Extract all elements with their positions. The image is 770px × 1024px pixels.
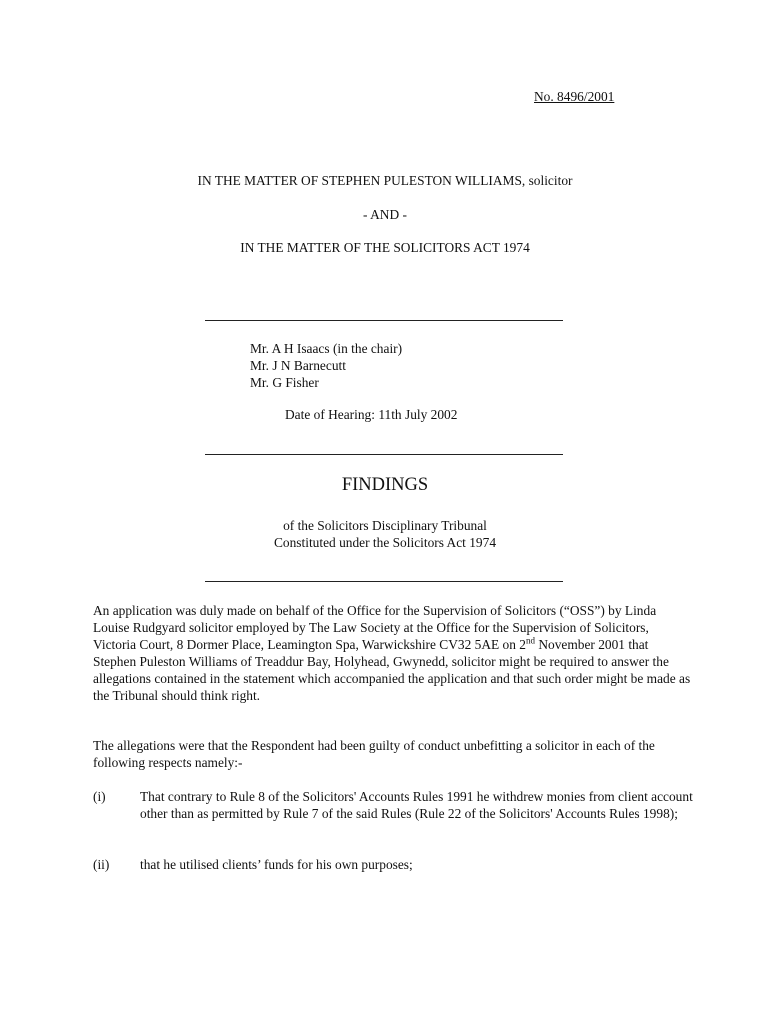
allegation-text: That contrary to Rule 8 of the Solicitors' Accounts Rules 1991 he withdrew monies from client account other than as permitted by Rule 7 of the said Rules (Rule 22 of the Solicitors' Accounts Rules 1998); (140, 789, 693, 821)
subheading-constitution: Constituted under the Solicitors Act 1974 (273, 535, 497, 550)
case-number: No. 8496/2001 (534, 89, 615, 104)
divider-bottom (205, 581, 563, 582)
allegation-label: (ii) (93, 857, 110, 872)
divider-middle (205, 454, 563, 455)
matter-title-act: IN THE MATTER OF THE SOLICITORS ACT 1974 (240, 240, 530, 255)
ordinal-suffix: nd (525, 635, 535, 646)
findings-heading: FINDINGS (341, 475, 429, 495)
tribunal-panel (250, 340, 402, 391)
panel-member: Mr. J N Barnecutt (250, 358, 346, 373)
divider-top (205, 320, 563, 321)
and-separator: - AND - (363, 207, 407, 222)
subheading-tribunal: of the Solicitors Disciplinary Tribunal (283, 518, 487, 533)
allegation-text: that he utilised clients’ funds for his own purposes; (140, 857, 413, 872)
application-paragraph (93, 602, 693, 704)
application-text-part2: November 2001 that Stephen Puleston Williams of Treaddur Bay, Holyhead, Gwynedd, solicitor might be required to answer the allegations contained in the statement which accompanied the application and that such order might be made as the Tribunal should think right. (93, 637, 691, 703)
panel-member: Mr. G Fisher (250, 375, 319, 390)
allegations-intro: The allegations were that the Respondent had been guilty of conduct unbefitting a solicitor in each of the following respects namely:- (93, 738, 655, 770)
hearing-date: Date of Hearing: 11th July 2002 (285, 407, 458, 422)
allegation-label: (i) (93, 789, 106, 804)
application-text-part1: An application was duly made on behalf of the Office for the Supervision of Solicitors (“OSS”) by Linda Louise Rudgyard solicitor employed by The Law Society at the Office for the Supervision of Solicitors, Victoria Court, 8 Dormer Place, Leamington Spa, Warwickshire CV32 5AE on 2 (93, 603, 657, 652)
panel-member-chair: Mr. A H Isaacs (in the chair) (250, 341, 403, 356)
matter-title-respondent: IN THE MATTER OF STEPHEN PULESTON WILLIAMS, solicitor (197, 173, 573, 188)
